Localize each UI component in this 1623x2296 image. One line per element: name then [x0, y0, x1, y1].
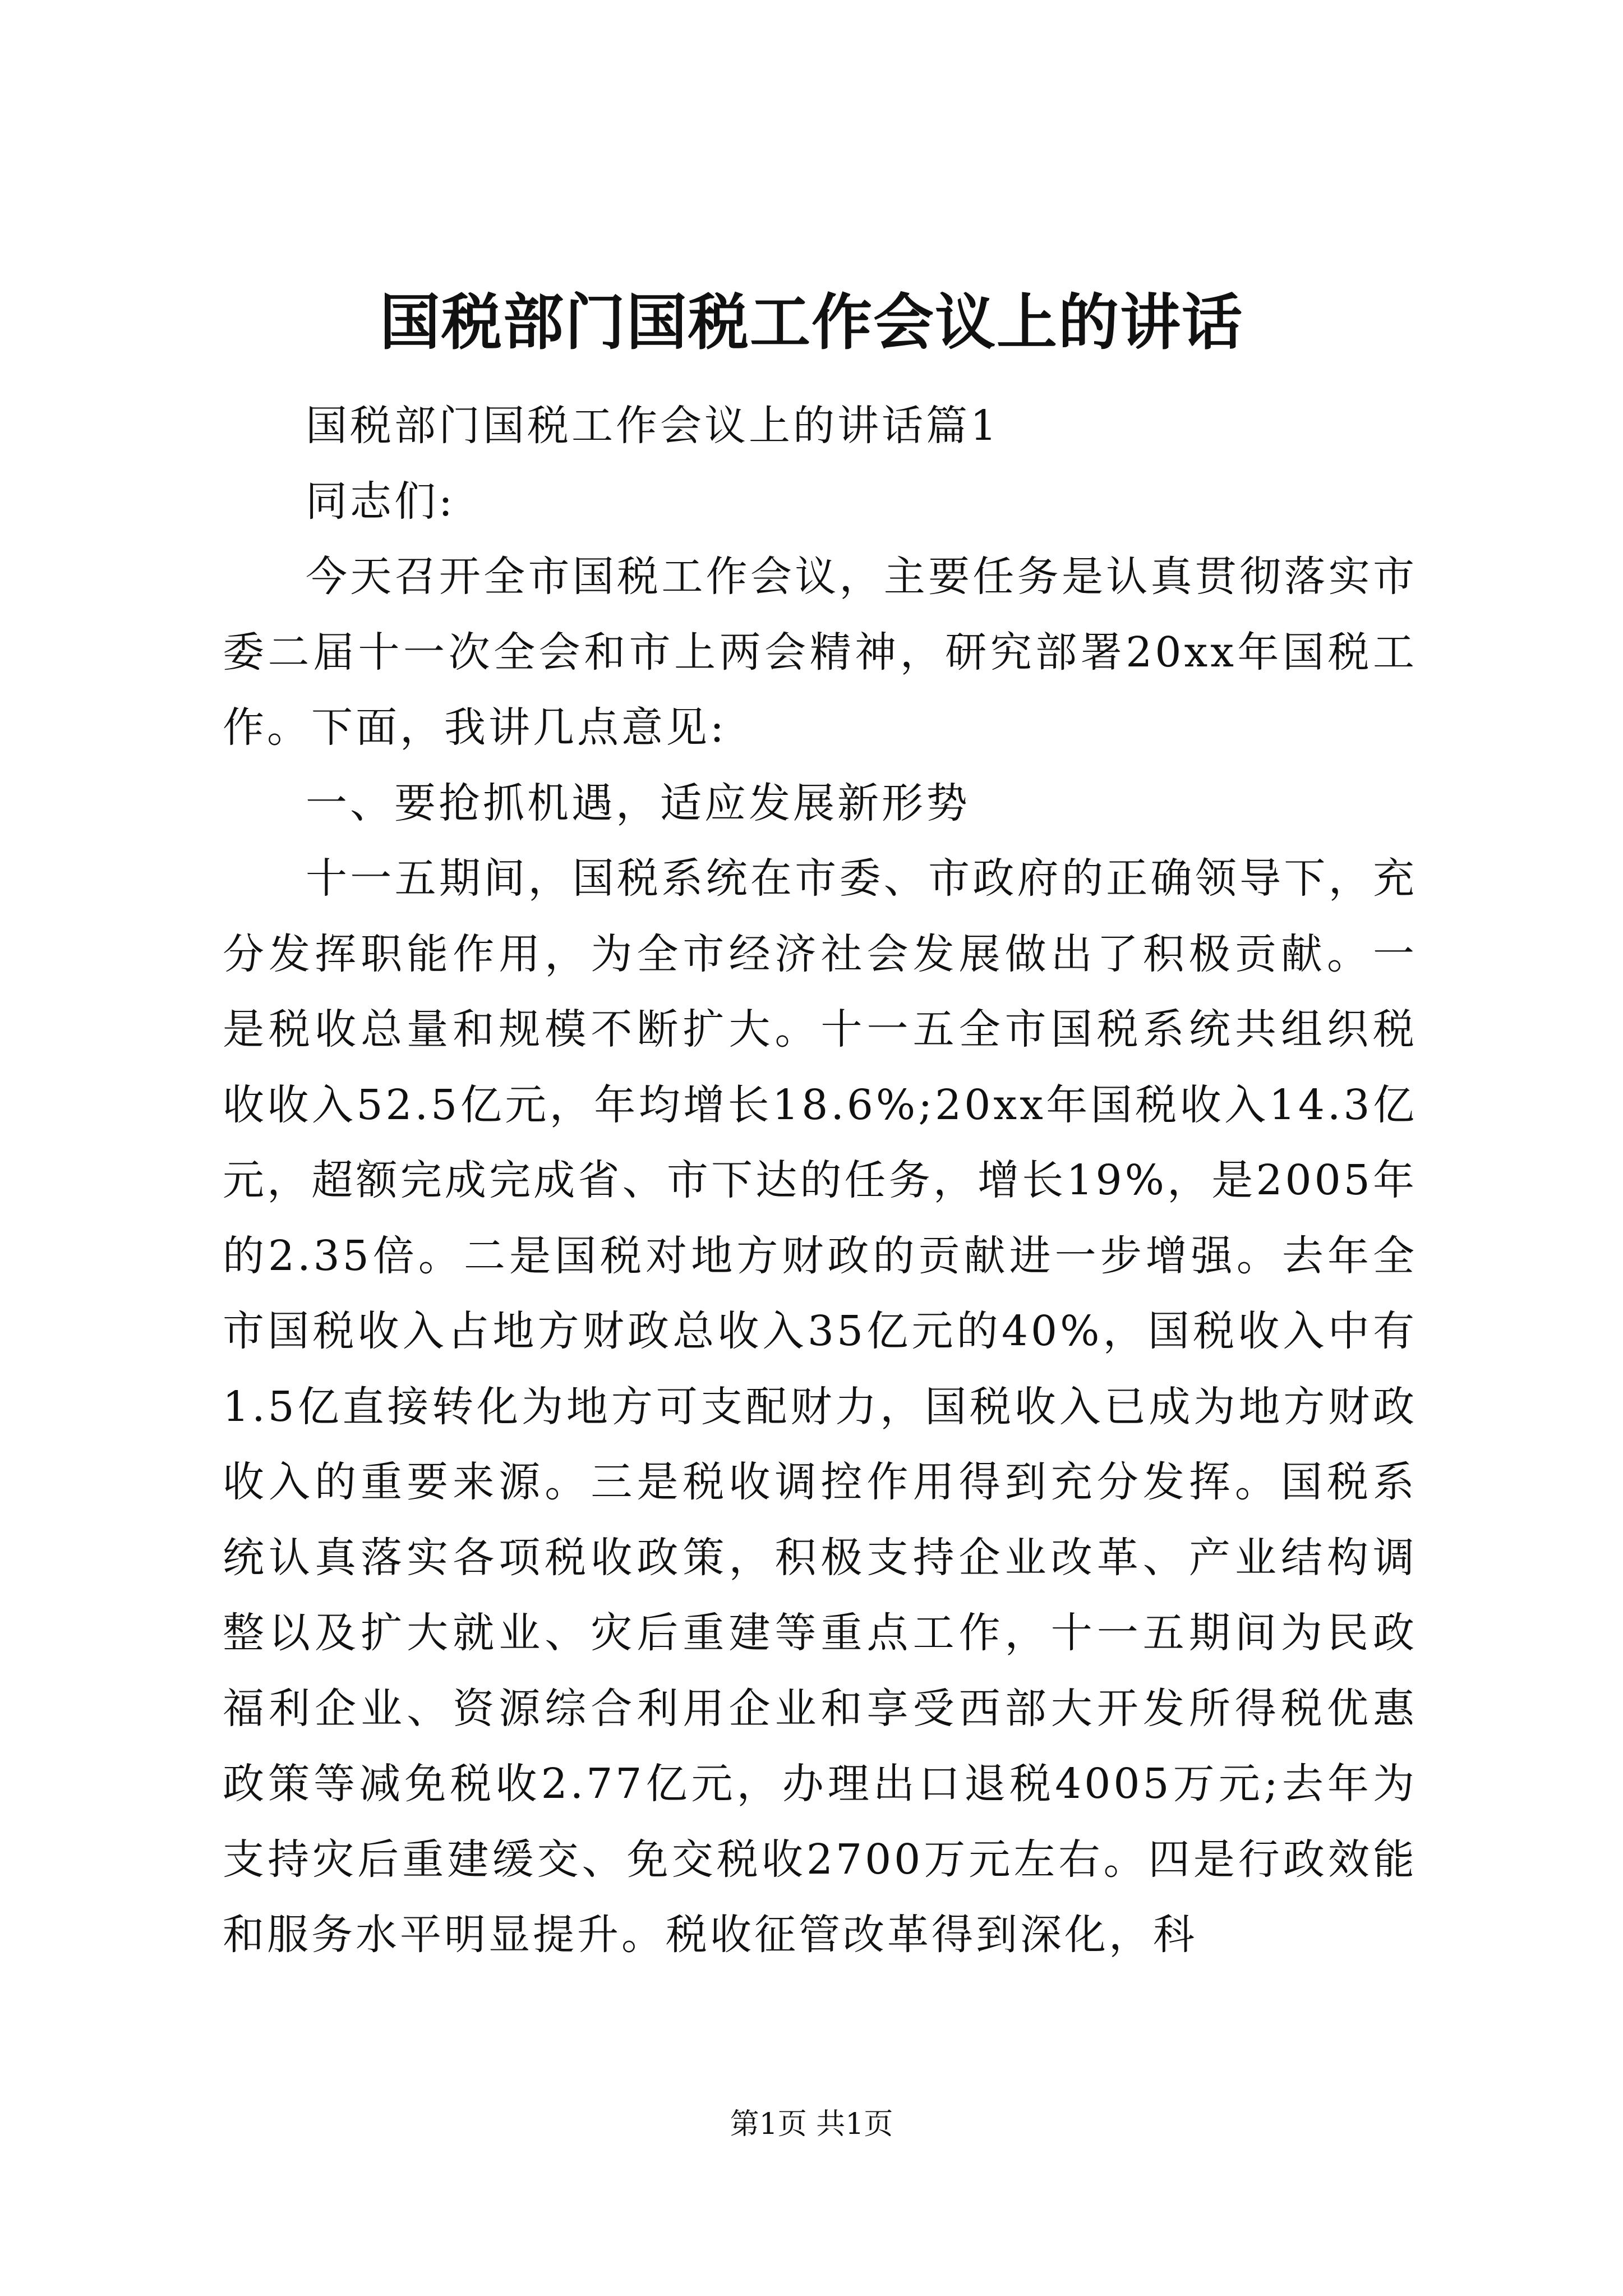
document-body — [223, 388, 1417, 1973]
document-title: 国税部门国税工作会议上的讲话 — [379, 287, 1243, 358]
page-footer — [0, 2105, 1623, 2144]
body-paragraph: 今天召开全市国税工作会议，主要任务是认真贯彻落实市委二届十一次全会和市上两会精神，研究部署20xx年国税工作。下面，我讲几点意见: — [223, 553, 1417, 752]
section-heading: 国税部门国税工作会议上的讲话篇1 — [306, 402, 1000, 450]
page-number: 第1页 共1页 — [730, 2108, 893, 2141]
body-paragraph: 十一五期间，国税系统在市委、市政府的正确领导下，充分发挥职能作用，为全市经济社会发展做出了积极贡献。一是税收总量和规模不断扩大。十一五全市国税系统共组织税收收入52.5亿元，年均增长18.6%;20xx年国税收入14.3亿元，超额完成完成省、市下达的任务，增长19%，是2005年的2.35倍。二是国税对地方财政的贡献进一步增强。去年全市国税收入占地方财政总收入35亿元的40%，国税收入中有1.5亿直接转化为地方可支配财力，国税收入已成为地方财政收入的重要来源。三是税收调控作用得到充分发挥。国税系统认真落实各项税收政策，积极支持企业改革、产业结构调整以及扩大就业、灾后重建等重点工作，十一五期间为民政福利企业、资源综合利用企业和享受西部大开发所得税优惠政策等减免税收2.77亿元，办理出口退税4005万元;去年为支持灾后重建缓交、免交税收2700万元左右。四是行政效能和服务水平明显提升。税收征管改革得到深化，科 — [223, 854, 1417, 1959]
subheading: 一、要抢抓机遇，适应发展新形势 — [306, 779, 970, 827]
salutation: 同志们: — [306, 477, 455, 526]
